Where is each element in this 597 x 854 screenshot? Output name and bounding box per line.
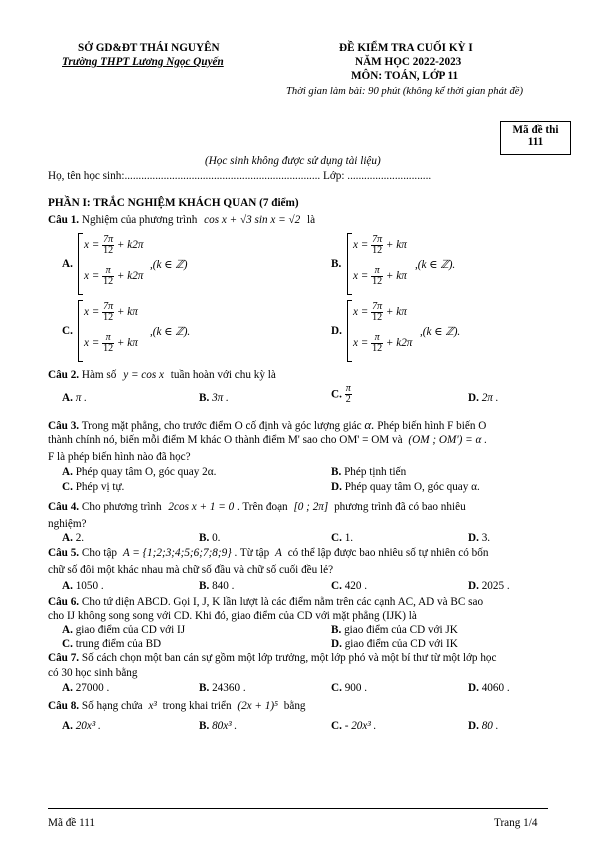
footer-exam-code: Mã đề 111 xyxy=(48,817,96,829)
q4-option-d[interactable]: D. 3. xyxy=(468,532,491,544)
q4-option-a[interactable]: A. 2. xyxy=(62,532,85,544)
question-5-label: Câu 5. xyxy=(48,547,80,559)
q8-option-a[interactable]: A. 20x³ . xyxy=(62,720,101,732)
q7-option-a[interactable]: A. 27000 . xyxy=(62,682,110,694)
question-2 xyxy=(48,369,276,381)
department-name: SỞ GD&ĐT THÁI NGUYÊN xyxy=(78,42,220,54)
q6-option-a[interactable]: A. giao điểm của CD với IJ xyxy=(62,624,186,636)
question-7-label: Câu 7. xyxy=(48,652,80,664)
q2-option-b[interactable]: B. 3π . xyxy=(199,392,229,404)
question-1 xyxy=(48,214,315,226)
question-2-text-end: tuần hoàn với chu kỳ là xyxy=(170,369,276,381)
q1-option-a-system: x = $\frac{7\pi}{12}$ + k2π x = $\frac{\pi}{12}$ + k2π xyxy=(78,233,228,295)
q1-option-c-label[interactable]: C. xyxy=(62,325,73,337)
q2-option-a[interactable]: A. π . xyxy=(62,392,87,404)
question-6-line-1: Câu 6. Cho tứ diện ABCD. Gọi I, J, K lần lượt là các điểm nằm trên các cạnh AC, AD và BC sao xyxy=(48,596,484,608)
q1-option-c-system: x = $\frac{7\pi}{12}$ + kπ x = $\frac{\pi}{12}$ + kπ xyxy=(78,300,228,362)
q1-option-d-domain: ,(k ∈ ℤ). xyxy=(420,326,461,338)
q7-option-d[interactable]: D. 4060 . xyxy=(468,682,510,694)
question-3-line-2: thành chính nó, biến mỗi điểm M khác O thành điểm M' sao cho OM' = OM và (OM ; OM') = α . xyxy=(48,434,487,446)
q8-option-c[interactable]: C. - 20x³ . xyxy=(331,720,377,732)
q2-option-d[interactable]: D. 2π . xyxy=(468,392,499,404)
school-year: NĂM HỌC 2022-2023 xyxy=(355,56,462,68)
q1-option-b-domain: ,(k ∈ ℤ). xyxy=(415,259,456,271)
q7-option-c[interactable]: C. 900 . xyxy=(331,682,368,694)
question-5-line-2: chữ số đôi một khác nhau mà chữ số đầu và chữ số cuối đều lẻ? xyxy=(48,564,334,576)
school-name: Trường THPT Lương Ngọc Quyến xyxy=(62,56,224,68)
q4-option-c[interactable]: C. 1. xyxy=(331,532,354,544)
q1-option-a-label[interactable]: A. xyxy=(62,258,73,270)
question-7-line-1: Câu 7. Số cách chọn một ban cán sự gồm một lớp trưởng, một lớp phó và một bí thư từ một lớp học xyxy=(48,652,497,664)
question-8-line-1: Câu 8. Số hạng chứa x³ trong khai triển (2x + 1)⁵ bằng xyxy=(48,700,306,712)
q6-option-b[interactable]: B. giao điểm của CD với JK xyxy=(331,624,458,636)
question-3-line-1: Câu 3. Trong mặt phẳng, cho trước điểm O cố định và góc lượng giác α. Phép biến hình F biến O xyxy=(48,417,487,432)
exam-title: ĐỀ KIỂM TRA CUỐI KỲ I xyxy=(339,42,473,54)
q5-option-b[interactable]: B. 840 . xyxy=(199,580,235,592)
question-3-line-3: F là phép biến hình nào đã học? xyxy=(48,451,191,463)
exam-code-box xyxy=(500,121,571,155)
q1-option-d-label[interactable]: D. xyxy=(331,325,342,337)
question-6-line-2: cho IJ không song song với CD. Khi đó, giao điểm của CD với mặt phẳng (IJK) là xyxy=(48,610,417,622)
section-heading: PHẦN I: TRẮC NGHIỆM KHÁCH QUAN (7 điểm) xyxy=(48,197,299,209)
time-limit: Thời gian làm bài: 90 phút (không kể thời gian phát đề) xyxy=(286,86,523,97)
question-2-formula: y = cos x xyxy=(123,369,164,381)
question-3-label: Câu 3. xyxy=(48,420,80,432)
question-7-line-2: có 30 học sinh bằng xyxy=(48,667,138,679)
q5-option-d[interactable]: D. 2025 . xyxy=(468,580,510,592)
q1-option-b-label[interactable]: B. xyxy=(331,258,342,270)
question-1-text: Nghiệm của phương trình xyxy=(81,214,198,226)
q8-option-d[interactable]: D. 80 . xyxy=(468,720,499,732)
footer-divider xyxy=(48,808,548,809)
q8-option-b[interactable]: B. 80x³ . xyxy=(199,720,238,732)
question-2-label: Câu 2. xyxy=(48,369,80,381)
question-1-text-end: là xyxy=(306,214,316,226)
q3-option-b[interactable]: B. Phép tịnh tiến xyxy=(331,466,407,478)
exam-code-value: 111 xyxy=(527,136,544,148)
q6-option-d[interactable]: D. giao điểm của CD với IK xyxy=(331,638,458,650)
question-4-label: Câu 4. xyxy=(48,501,80,513)
q7-option-b[interactable]: B. 24360 . xyxy=(199,682,246,694)
q1-option-b-system: x = $\frac{7\pi}{12}$ + kπ x = $\frac{\pi}{12}$ + kπ xyxy=(347,233,497,295)
question-4-line-2: nghiệm? xyxy=(48,518,87,530)
q6-option-c[interactable]: C. trung điểm của BD xyxy=(62,638,162,650)
question-8-label: Câu 8. xyxy=(48,700,80,712)
q1-option-d-system: x = $\frac{7\pi}{12}$ + kπ x = $\frac{\pi}{12}$ + k2π xyxy=(347,300,497,362)
q3-option-a[interactable]: A. Phép quay tâm O, góc quay 2α. xyxy=(62,466,217,478)
q1-option-a-domain: ,(k ∈ ℤ) xyxy=(150,259,188,271)
q4-option-b[interactable]: B. 0. xyxy=(199,532,221,544)
q3-option-c[interactable]: C. Phép vị tự. xyxy=(62,481,125,493)
question-2-text: Hàm số xyxy=(81,369,117,381)
question-4-line-1: Câu 4. Cho phương trình 2cos x + 1 = 0 . Trên đoạn [0 ; 2π] phương trình đã có bao nhiêu xyxy=(48,501,466,513)
question-5-line-1: Câu 5. Cho tập A = {1;2;3;4;5;6;7;8;9} . Từ tập A có thể lập được bao nhiêu số tự nhiên có bốn xyxy=(48,547,489,559)
no-materials-note: (Học sinh không được sử dụng tài liệu) xyxy=(205,155,381,167)
student-info-line: Họ, tên học sinh:...................................................................... Lớp: .............................. xyxy=(48,170,432,182)
q5-option-c[interactable]: C. 420 . xyxy=(331,580,368,592)
q5-option-a[interactable]: A. 1050 . xyxy=(62,580,104,592)
q2-option-c[interactable]: C. $\frac{\pi}{2}$ xyxy=(331,383,351,405)
exam-code-label: Mã đề thi xyxy=(512,124,559,136)
subject: MÔN: TOÁN, LỚP 11 xyxy=(351,70,459,82)
footer-page-number: Trang 1/4 xyxy=(494,817,538,829)
question-6-label: Câu 6. xyxy=(48,596,80,608)
question-1-label: Câu 1. xyxy=(48,214,80,226)
q3-option-d[interactable]: D. Phép quay tâm O, góc quay α. xyxy=(331,481,480,493)
question-1-formula: cos x + √3 sin x = √2 xyxy=(204,214,301,226)
q1-option-c-domain: ,(k ∈ ℤ). xyxy=(150,326,191,338)
